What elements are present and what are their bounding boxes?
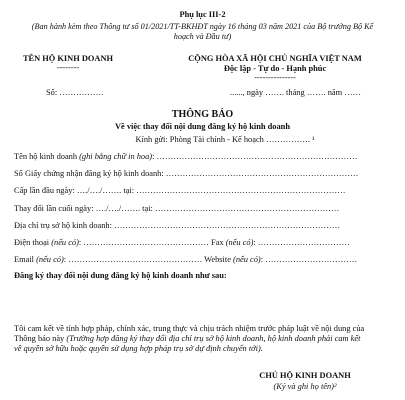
field-email-hint: (nếu có) — [36, 255, 64, 264]
field-first-issue-dots[interactable]: ………………………………………………………………… — [136, 186, 346, 195]
field-last-change-label: Thay đổi lần cuối ngày: …./…./……. tại: — [14, 204, 155, 213]
commitment-line2 — [14, 334, 360, 344]
field-phone-dots[interactable]: : ……………………………………… — [78, 238, 212, 247]
notice-subject: Về việc thay đổi nội dung đăng ký hộ kinh doanh — [114, 122, 290, 131]
field-business-name-label: Tên hộ kinh doanh — [14, 152, 80, 161]
signer-note: (Ký và ghi họ tên)² — [273, 382, 337, 391]
field-fax-hint: (nếu có) — [225, 238, 254, 247]
field-email-dots[interactable]: : ………………………………………… — [63, 255, 205, 264]
right-header-rule: --------------- — [254, 73, 296, 82]
field-address — [14, 221, 340, 231]
commitment-line3: về quyền sở hữu hoặc quyền sử dụng hợp pháp trụ sở dự định chuyển tới). — [14, 344, 263, 353]
field-phone-hint: (nếu có) — [51, 238, 79, 247]
field-first-issue — [14, 186, 346, 196]
field-email-website — [14, 255, 357, 265]
signer-title: CHỦ HỘ KINH DOANH — [259, 371, 351, 380]
field-website-label: Website — [204, 255, 234, 264]
commitment-line2-italic: (Trường hợp đăng ký thay đổi địa chỉ trụ sở hộ kinh doanh, hộ kinh doanh phải cam kết — [66, 334, 361, 343]
field-phone-fax — [14, 238, 350, 248]
field-last-change-dots[interactable]: ………………………………………………………… — [154, 204, 340, 213]
commitment-line1: Tôi cam kết về tính hợp pháp, chính xác, trung thực và chịu trách nhiệm trước pháp luật về nội dung của — [14, 324, 365, 333]
circular-reference-line1: (Ban hành kèm theo Thông tư số 01/2021/TT-BKHĐT ngày 16 tháng 03 năm 2021 của Bộ trưởng Bộ Kế — [31, 22, 374, 31]
field-website-dots[interactable]: : …………………………… — [260, 255, 358, 264]
field-first-issue-label: Cấp lần đầu ngày: …./…./……. tại: — [14, 186, 137, 195]
appendix-title: Phụ lục III-2 — [179, 10, 226, 19]
field-business-name-hint: (ghi bằng chữ in hoa) — [79, 152, 153, 161]
notice-title: THÔNG BÁO — [171, 109, 234, 120]
left-header-rule: -------- — [56, 63, 80, 72]
circular-reference-line2: hoạch và Đầu tư) — [173, 32, 232, 41]
field-fax-label: Fax — [211, 238, 226, 247]
field-address-label: Địa chỉ trụ sở hộ kinh doanh: — [14, 221, 115, 230]
country-header: CỘNG HÒA XÃ HỘI CHỦ NGHĨA VIỆT NAM — [188, 54, 362, 63]
field-phone-label: Điện thoại — [14, 238, 52, 247]
national-motto: Độc lập - Tự do - Hạnh phúc — [223, 64, 327, 73]
field-cert-number-label: Số Giấy chứng nhận đăng ký hộ kinh doanh: — [14, 169, 166, 178]
field-fax-dots[interactable]: : …………………………… — [253, 238, 350, 247]
field-cert-number — [14, 169, 358, 179]
field-last-change — [14, 204, 339, 214]
field-email-label: Email — [14, 255, 37, 264]
recipient-line: Kính gửi: Phòng Tài chính - Kế hoạch ……………. ¹ — [135, 135, 315, 144]
field-business-name-dots[interactable]: : ……………………………………………………………… — [152, 152, 358, 161]
document-date: ......, ngày ……. tháng ……. năm …… — [230, 88, 361, 97]
change-heading: Đăng ký thay đổi nội dung đăng ký hộ kinh doanh như sau: — [14, 271, 227, 280]
business-name-header: TÊN HỘ KINH DOANH — [22, 54, 114, 63]
field-business-name — [14, 152, 358, 162]
field-cert-number-dots[interactable]: …………………………………………………………… — [165, 169, 359, 178]
document-number: Số: ……………. — [46, 88, 104, 97]
field-website-hint: (nếu có) — [233, 255, 261, 264]
commitment-line2-plain: Thông báo này — [14, 334, 67, 343]
field-address-dots[interactable]: ……………………………………………………………………… — [114, 221, 341, 230]
